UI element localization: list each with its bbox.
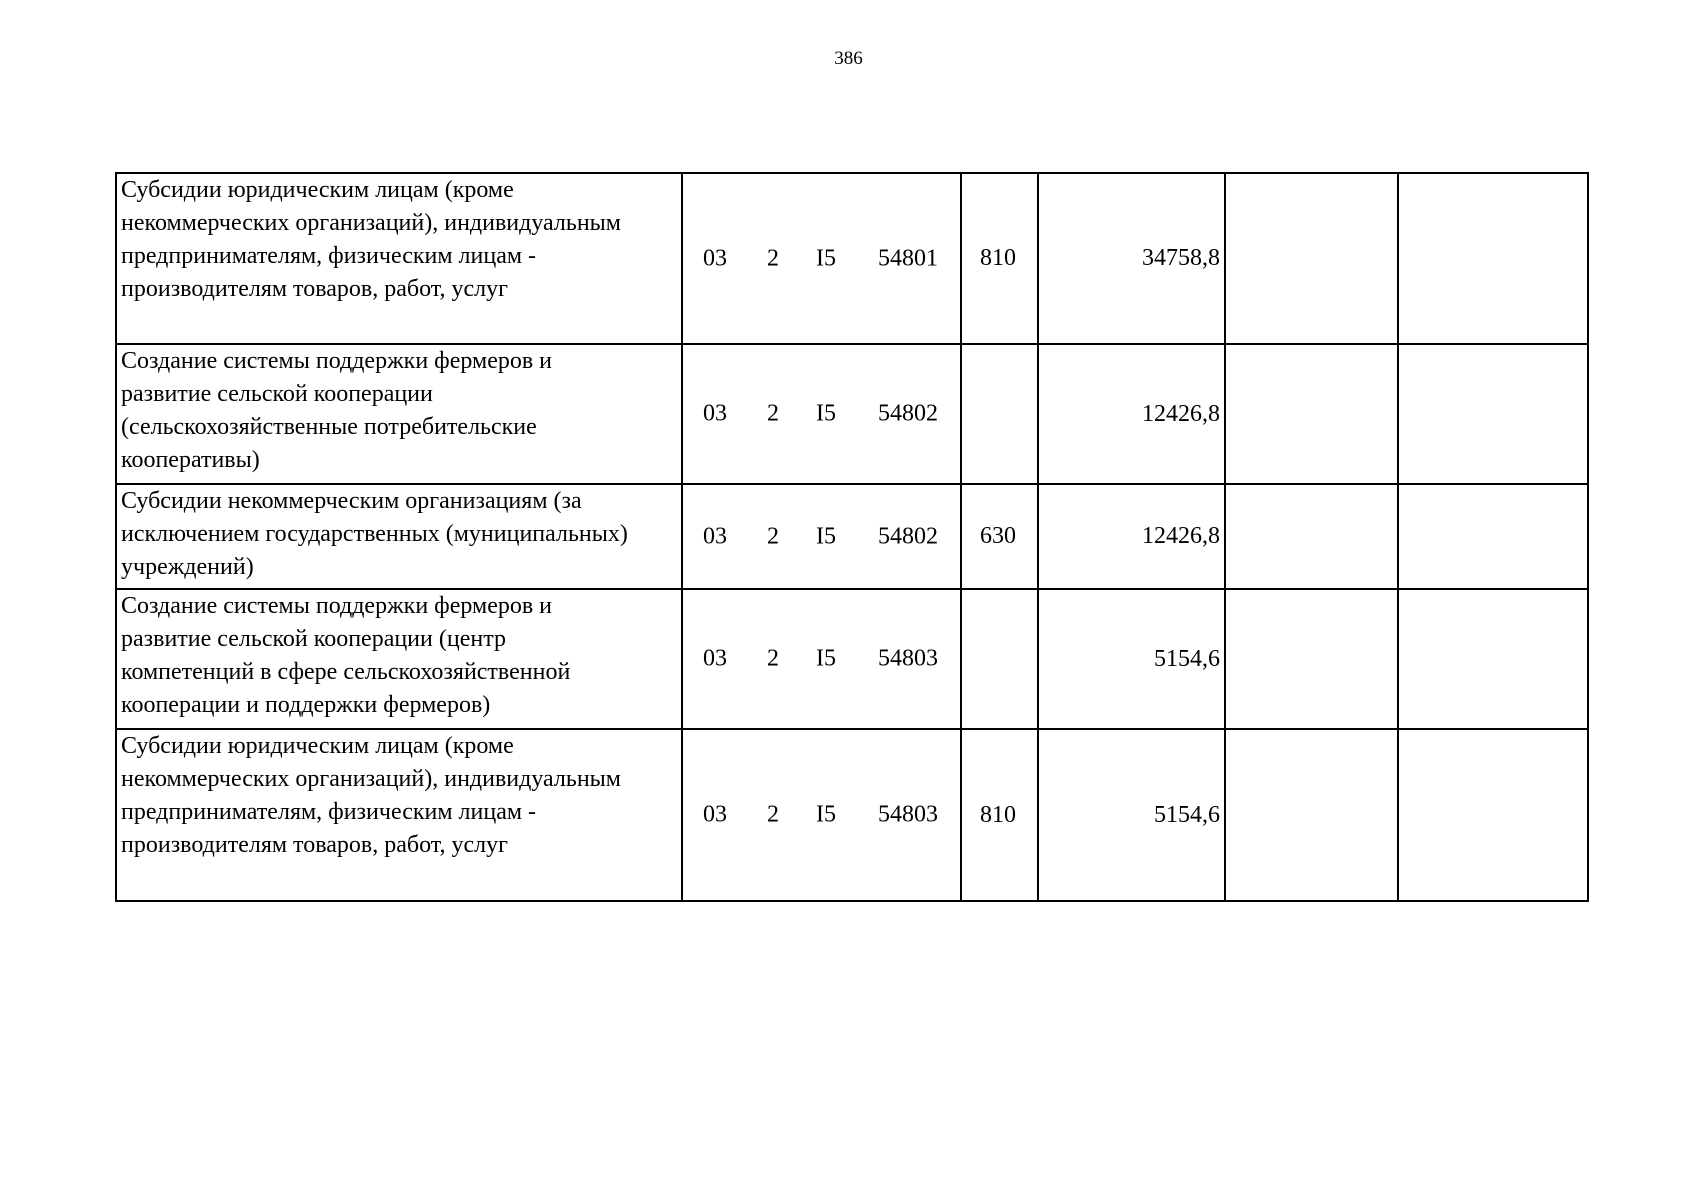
empty-cell <box>1398 589 1588 729</box>
row-name-line: Создание системы поддержки фермеров и <box>121 593 553 619</box>
row-name-line: кооперативы) <box>121 447 260 473</box>
direction-code: 54802 <box>878 400 938 427</box>
expense-type-cell <box>961 344 1038 484</box>
table-row <box>116 589 1588 729</box>
target-article-cell <box>682 484 961 589</box>
empty-cell <box>1398 729 1588 901</box>
row-name-line: некоммерческих организаций), индивидуальным <box>121 766 621 792</box>
section-code: 03 <box>703 400 727 427</box>
program-code: 2 <box>767 245 779 271</box>
row-name-line: Субсидии некоммерческим организациям (за <box>121 488 582 514</box>
program-code: 2 <box>767 400 779 427</box>
empty-cell <box>1225 484 1398 589</box>
row-name-line: Создание системы поддержки фермеров и <box>121 348 553 374</box>
direction-code: 54802 <box>878 523 938 549</box>
row-name-line: Субсидии юридическим лицам (кроме <box>121 733 514 759</box>
table-row <box>116 173 1588 344</box>
empty-cell <box>1398 344 1588 484</box>
table-row <box>116 344 1588 484</box>
program-code: 2 <box>767 645 779 672</box>
row-name-line: Субсидии юридическим лицам (кроме <box>121 177 514 203</box>
section-code: 03 <box>703 523 727 549</box>
amount-cell: 12426,8 <box>1038 484 1225 589</box>
row-name-line: производителям товаров, работ, услуг <box>121 276 508 302</box>
expense-type-cell: 630 <box>961 484 1038 589</box>
row-name-line: производителям товаров, работ, услуг <box>121 832 508 858</box>
empty-cell <box>1225 729 1398 901</box>
program-code: 2 <box>767 801 779 828</box>
target-article-cell <box>682 344 961 484</box>
empty-cell <box>1398 173 1588 344</box>
row-name-line: (сельскохозяйственные потребительские <box>121 414 537 440</box>
subprogram-code: I5 <box>816 400 836 427</box>
target-article-cell <box>682 589 961 729</box>
row-name-cell <box>116 484 682 589</box>
empty-cell <box>1398 484 1588 589</box>
section-code: 03 <box>703 801 727 828</box>
row-name-cell <box>116 729 682 901</box>
budget-table <box>115 172 1589 902</box>
row-name-cell <box>116 173 682 344</box>
row-name-line: развитие сельской кооперации <box>121 381 433 407</box>
program-code: 2 <box>767 523 779 549</box>
row-name-line: учреждений) <box>121 554 254 580</box>
subprogram-code: I5 <box>816 245 836 271</box>
empty-cell <box>1225 173 1398 344</box>
expense-type-cell <box>961 589 1038 729</box>
row-name-line: компетенций в сфере сельскохозяйственной <box>121 659 571 685</box>
section-code: 03 <box>703 245 727 271</box>
row-name-line: развитие сельской кооперации (центр <box>121 626 506 652</box>
row-name-cell <box>116 344 682 484</box>
empty-cell <box>1225 589 1398 729</box>
table-row <box>116 729 1588 901</box>
amount-cell: 12426,8 <box>1038 344 1225 484</box>
subprogram-code: I5 <box>816 523 836 549</box>
table-row <box>116 484 1588 589</box>
row-name-line: исключением государственных (муниципальных) <box>121 521 628 547</box>
direction-code: 54801 <box>878 245 938 271</box>
amount-cell: 34758,8 <box>1038 173 1225 344</box>
amount-cell: 5154,6 <box>1038 729 1225 901</box>
section-code: 03 <box>703 645 727 672</box>
direction-code: 54803 <box>878 645 938 672</box>
subprogram-code: I5 <box>816 801 836 828</box>
row-name-line: предпринимателям, физическим лицам - <box>121 243 537 269</box>
target-article-cell <box>682 729 961 901</box>
row-name-line: предпринимателям, физическим лицам - <box>121 799 537 825</box>
row-name-line: кооперации и поддержки фермеров) <box>121 692 491 718</box>
empty-cell <box>1225 344 1398 484</box>
expense-type-cell: 810 <box>961 729 1038 901</box>
subprogram-code: I5 <box>816 645 836 672</box>
page-number: 386 <box>834 48 863 69</box>
row-name-line: некоммерческих организаций), индивидуальным <box>121 210 621 236</box>
row-name-cell <box>116 589 682 729</box>
expense-type-cell: 810 <box>961 173 1038 344</box>
target-article-cell <box>682 173 961 344</box>
direction-code: 54803 <box>878 801 938 828</box>
amount-cell: 5154,6 <box>1038 589 1225 729</box>
